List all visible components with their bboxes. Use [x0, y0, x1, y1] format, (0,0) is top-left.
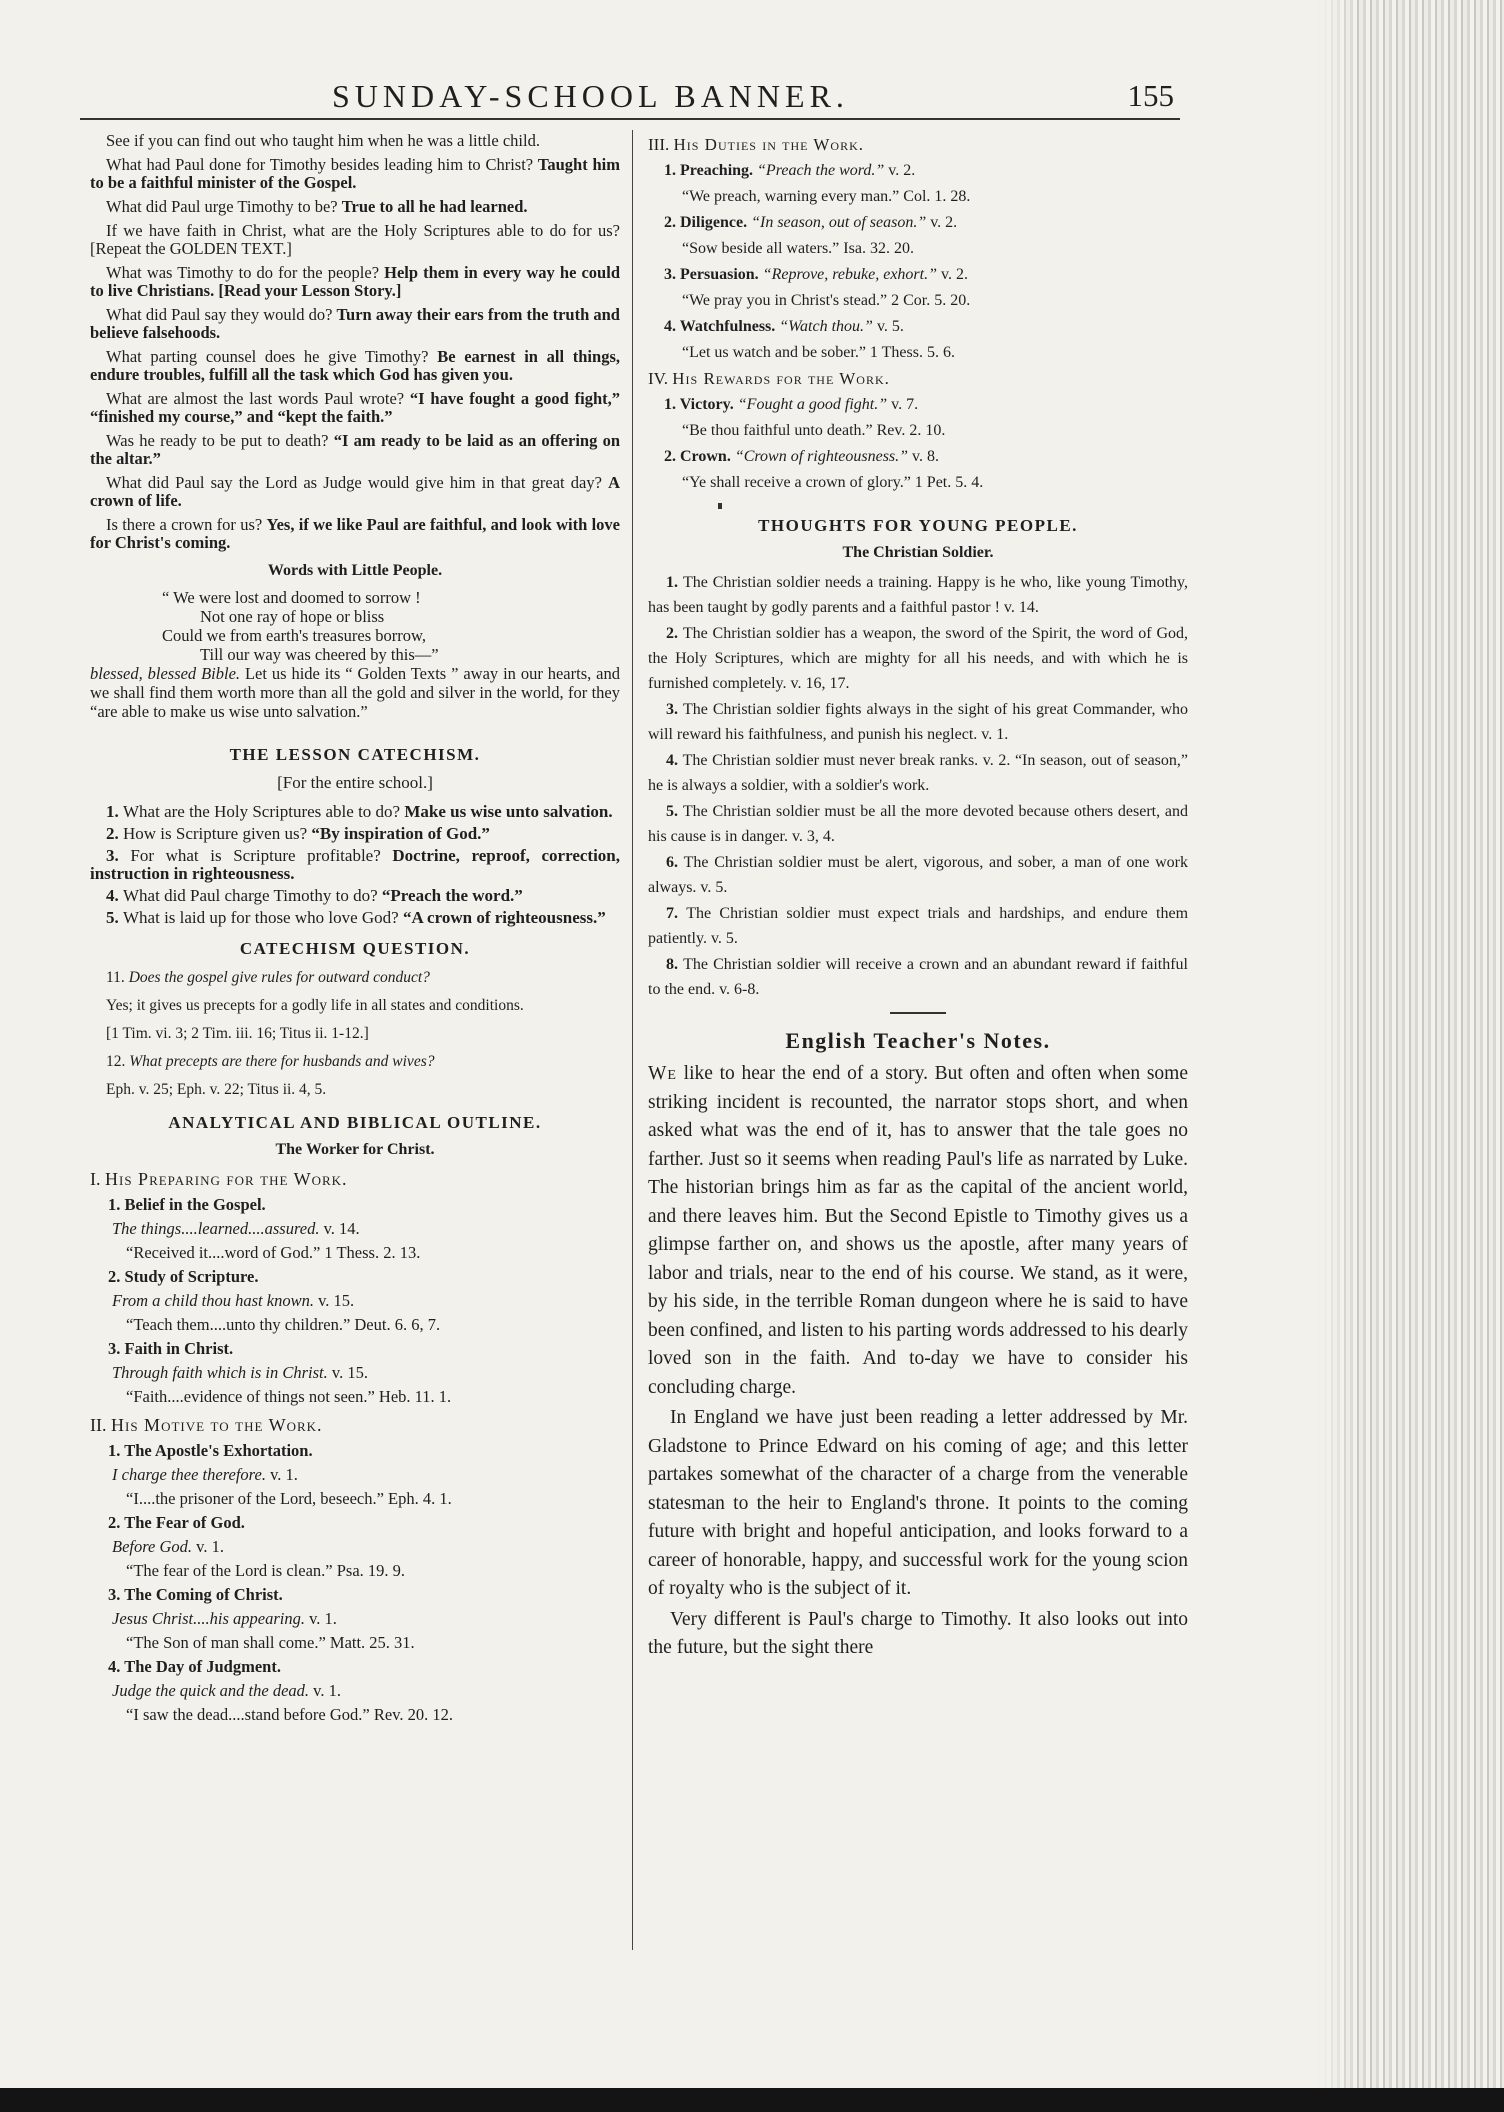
review-question [90, 390, 620, 426]
outline-right [648, 132, 1188, 496]
review-question [90, 198, 620, 216]
outline-item-quote: “Received it....word of God.” 1 Thess. 2. 13. [126, 1243, 421, 1262]
catechism-item [90, 825, 620, 843]
ink-mark [718, 503, 722, 509]
ref-phrase: Through faith which is in Christ. [112, 1363, 328, 1382]
question-text: Does the gospel give rules for outward conduct? [128, 969, 430, 986]
review-questions [90, 132, 620, 552]
section-rule [890, 1012, 946, 1014]
paragraph-text: In England we have just been reading a letter addressed by Mr. Gladstone to Prince Edward on his coming of age; and this letter partakes somewhat of the character of a charge from the venerable statesman to the heir to England's throne. It points to the coming future with bright and hopeful anticipation, and looks forward to a career of honorable, happy, and successful work for the young scion of royalty who is the subject of it. [648, 1407, 1188, 1599]
ref-phrase: “Crown of righteousness.” [734, 448, 909, 465]
poem-line-1: “ We were lost and doomed to sorrow ! [162, 588, 421, 607]
ref-verse: v. 1. [192, 1537, 224, 1556]
thought-text: The Christian soldier must never break ranks. v. 2. “In season, out of season,” he is always a soldier, with a soldier's work. [648, 752, 1189, 794]
ref-verse: v. 14. [319, 1219, 360, 1238]
review-question [90, 132, 620, 150]
section-number: IV. [648, 369, 673, 388]
ref-verse: v. 1. [309, 1681, 341, 1700]
answer-text: Be earnest in all things, endure troubles, fulfill all the task which God has given you. [90, 347, 620, 384]
ref-phrase: “Watch thou.” [779, 318, 873, 335]
answer-text: Turn away their ears from the truth and believe falsehoods. [90, 305, 620, 342]
thought-text: The Christian soldier needs a training. Happy is he who, like young Timothy, has been taught by godly parents and a faithful pastor ! v. 14. [648, 574, 1189, 616]
outline-item-quote: “We pray you in Christ's stead.” 2 Cor. 5. 20. [682, 292, 971, 309]
thought-item [648, 570, 1188, 620]
outline-item-label: 3. Faith in Christ. [108, 1339, 234, 1358]
ref-verse: v. 2. [926, 214, 958, 231]
outline-item-label: 1. Victory. [664, 396, 738, 413]
outline-item-label: 1. Preaching. [664, 162, 758, 179]
page-header [80, 74, 1180, 120]
outline-item [648, 210, 1188, 236]
item-number: 4. [106, 886, 123, 905]
outline-item-quote: “Let us watch and be sober.” 1 Thess. 5. 6. [682, 344, 955, 361]
column-divider [632, 130, 633, 1950]
outline-item-label: 3. The Coming of Christ. [108, 1585, 283, 1604]
poem-commentary: blessed, blessed Bible. Let us hide its “ Golden Texts ” away in our hearts, and we shall find them worth more than all the gold and silver in the world, for they “are able to make us wise unto salvation.” [90, 664, 620, 721]
section-title: His Preparing for the Work. [105, 1169, 348, 1189]
catechism-item [90, 803, 620, 821]
poem-line-4: Till our way was cheered by this—” [200, 645, 439, 664]
section-title: His Rewards for the Work. [672, 369, 890, 388]
catechism-question-heading: CATECHISM QUESTION. [239, 939, 471, 958]
question-text: What was Timothy to do for the people? [106, 263, 385, 282]
item-number: 5. [666, 803, 683, 820]
scripture-refs: Eph. v. 25; Eph. v. 22; Titus ii. 4, 5. [106, 1081, 327, 1098]
item-number: 8. [666, 956, 684, 973]
outline-item-ref [90, 1679, 620, 1703]
question-text: What did Paul say they would do? [106, 305, 337, 324]
paragraph-text: Very different is Paul's charge to Timothy. It also looks out into the future, but the sight there [648, 1608, 1188, 1658]
outline-item-label: 1. Belief in the Gospel. [108, 1195, 266, 1214]
review-question [90, 348, 620, 384]
outline-item-label: 1. The Apostle's Exhortation. [108, 1441, 313, 1460]
outline-item-quote: “The Son of man shall come.” Matt. 25. 31. [126, 1633, 415, 1652]
answer-text: “By inspiration of God.” [311, 824, 490, 843]
item-number: 6. [666, 854, 684, 871]
ref-phrase: I charge thee therefore. [112, 1465, 266, 1484]
running-title: SUNDAY-SCHOOL BANNER. [332, 78, 849, 114]
ref-phrase: Jesus Christ....his appearing. [112, 1609, 305, 1628]
thoughts-subheading: The Christian Soldier. [842, 544, 994, 561]
outline-item-label: 4. Watchfulness. [664, 318, 780, 335]
scripture-refs: [1 Tim. vi. 3; 2 Tim. iii. 16; Titus ii. 1-12.] [106, 1025, 369, 1042]
answer-text: Make us wise unto salvation. [404, 802, 613, 821]
question-text: What did Paul charge Timothy to do? [123, 886, 382, 905]
review-question [90, 474, 620, 510]
outline-section [90, 1413, 620, 1437]
catechism-heading: THE LESSON CATECHISM. [229, 745, 481, 764]
question-text: See if you can find out who taught him when he was a little child. [106, 131, 540, 150]
outline-item-label: 2. Crown. [664, 448, 735, 465]
item-number: 7. [666, 905, 687, 922]
section-title: His Duties in the Work. [673, 135, 865, 154]
ref-phrase: “Reprove, rebuke, exhort.” [762, 266, 937, 283]
answer-text: Yes, if we like Paul are faithful, and look with love for Christ's coming. [90, 515, 620, 552]
poem [90, 588, 620, 721]
thought-text: The Christian soldier must be alert, vigorous, and sober, a man of one work always. v. 5. [648, 854, 1188, 896]
question-text: What are almost the last words Paul wrote? [106, 389, 410, 408]
thoughts-heading: THOUGHTS FOR YOUNG PEOPLE. [758, 516, 1078, 535]
question-text: If we have faith in Christ, what are the Holy Scriptures able to do for us? [Repeat the GOLDEN TEXT.] [90, 221, 620, 258]
question-text: Is there a crown for us? [106, 515, 267, 534]
ref-phrase: The things....learned....assured. [112, 1219, 320, 1238]
poem-line-2: Not one ray of hope or bliss [200, 607, 385, 626]
notes-heading: English Teacher's Notes. [785, 1028, 1051, 1053]
catechism-item [90, 847, 620, 883]
question-text: What are the Holy Scriptures able to do? [123, 802, 405, 821]
page-number: 155 [1127, 78, 1174, 113]
outline-item [648, 392, 1188, 418]
question-text: What precepts are there for husbands and wives? [129, 1053, 435, 1070]
outline-item-ref [90, 1289, 620, 1313]
section-title: His Motive to the Work. [111, 1415, 323, 1435]
outline-item-quote: “Sow beside all waters.” Isa. 32. 20. [682, 240, 914, 257]
ref-verse: v. 5. [872, 318, 904, 335]
outline-item-ref [90, 1217, 620, 1241]
review-question [90, 432, 620, 468]
thought-item [648, 799, 1188, 849]
outline-item-label: 4. The Day of Judgment. [108, 1657, 281, 1676]
outline-item-quote: “Faith....evidence of things not seen.” Heb. 11. 1. [126, 1387, 452, 1406]
ref-verse: v. 15. [313, 1291, 355, 1310]
catechism-note: [For the entire school.] [277, 773, 433, 792]
outline-item-quote: “Be thou faithful unto death.” Rev. 2. 10. [682, 422, 946, 439]
item-number: 12. [106, 1053, 130, 1070]
item-number: 3. [666, 701, 683, 718]
item-number: 11. [106, 969, 129, 986]
notes-paragraph [648, 1060, 1188, 1402]
item-number: 5. [106, 908, 123, 927]
ref-phrase: “In season, out of season.” [751, 214, 927, 231]
outline-item-ref [90, 1463, 620, 1487]
question-text: What did Paul urge Timothy to be? [106, 197, 342, 216]
thought-item [648, 901, 1188, 951]
outline-item-label: 2. The Fear of God. [108, 1513, 245, 1532]
section-number: I. [90, 1169, 105, 1189]
answer-text: Taught him to be a faithful minister of the Gospel. [90, 155, 620, 192]
item-number: 4. [666, 752, 683, 769]
thought-item [648, 850, 1188, 900]
review-question [90, 264, 620, 300]
outline-item-quote: “Teach them....unto thy children.” Deut. 6. 6, 7. [126, 1315, 441, 1334]
notes-paragraph [648, 1606, 1188, 1663]
scan-bottom-shadow [0, 2088, 1504, 2112]
thought-text: The Christian soldier must be all the more devoted because others desert, and his cause is in danger. v. 3, 4. [648, 803, 1189, 845]
item-number: 1. [106, 802, 123, 821]
outline-item-quote: “The fear of the Lord is clean.” Psa. 19. 9. [126, 1561, 406, 1580]
ref-verse: v. 8. [908, 448, 940, 465]
ref-verse: v. 2. [937, 266, 968, 283]
thought-item [648, 621, 1188, 696]
outline-item-quote: “I....the prisoner of the Lord, beseech.” Eph. 4. 1. [126, 1489, 452, 1508]
item-number: 2. [666, 625, 683, 642]
left-column [90, 132, 620, 1727]
catechism-item [90, 887, 620, 905]
lesson-catechism [90, 803, 620, 927]
review-question [90, 156, 620, 192]
paragraph-text: like to hear the end of a story. But often and often when some striking incident is recounted, the narrator stops short, and when asked what was the end of it, has to answer that the tale goes no farther. Just so it seems when reading Paul's life as narrated by Luke. The historian brings him as far as the capital of the ancient world, and there leaves him. But the Second Epistle to Timothy gives us a glimpse farther on, and shows us the apostle, after many years of labor and trials, near to the end of his course. We stand, as it were, by his side, in the terrible Roman dungeon where he is said to have been confined, and listen to his parting words addressed to his dearly loved son in the faith. And to-day we have to consider his concluding charge. [648, 1063, 1188, 1398]
ref-phrase: Before God. [112, 1537, 193, 1556]
question-text: Was he ready to be put to death? [106, 431, 334, 450]
drop-word: We [648, 1063, 677, 1084]
outline-section [90, 1167, 620, 1191]
outline-heading: ANALYTICAL AND BIBLICAL OUTLINE. [168, 1113, 542, 1132]
answer-text: Help them in every way he could to live Christians. [Read your Lesson Story.] [90, 263, 620, 300]
ref-verse: v. 2. [884, 162, 916, 179]
outline-item [648, 158, 1188, 184]
outline-left [90, 1167, 620, 1727]
answer-text: “I am ready to be laid as an offering on the altar.” [90, 431, 621, 468]
question-text: What did Paul say the Lord as Judge would give him in that great day? [106, 473, 609, 492]
teacher-notes [648, 1060, 1188, 1663]
thought-text: The Christian soldier must expect trials and hardships, and endure them patiently. v. 5. [648, 905, 1189, 947]
catechism-item [90, 909, 620, 927]
thought-item [648, 748, 1188, 798]
outline-item-ref [90, 1607, 620, 1631]
ref-verse: v. 1. [265, 1465, 298, 1484]
outline-item-label: 2. Study of Scripture. [108, 1267, 259, 1286]
thought-text: The Christian soldier will receive a crown and an abundant reward if faithful to the end. v. 6-8. [648, 956, 1188, 998]
outline-item-quote: “We preach, warning every man.” Col. 1. 28. [682, 188, 971, 205]
outline-item [648, 262, 1188, 288]
outline-item-ref [90, 1535, 620, 1559]
thoughts-list [648, 570, 1188, 1002]
poem-line-3: Could we from earth's treasures borrow, [162, 626, 426, 645]
thought-item [648, 697, 1188, 747]
catechism-question [90, 967, 620, 989]
little-people-heading: Words with Little People. [267, 562, 443, 579]
ref-phrase: “Fought a good fight.” [737, 396, 888, 413]
answer-text: A crown of life. [90, 473, 620, 510]
question-text: How is Scripture given us? [123, 824, 312, 843]
section-number: II. [90, 1415, 111, 1435]
outline-section [648, 132, 1188, 158]
catechism-question [90, 1051, 620, 1073]
thought-text: The Christian soldier has a weapon, the sword of the Spirit, the word of God, the Holy Scriptures, which are mighty for all his needs, and with which he is furnished completely. v. 16, 17. [648, 625, 1188, 692]
outline-item [648, 444, 1188, 470]
outline-subheading: The Worker for Christ. [275, 1141, 435, 1158]
outline-item [648, 314, 1188, 340]
ref-phrase: “Preach the word.” [757, 162, 885, 179]
answer-text: Doctrine, reproof, correction, instruction in righteousness. [90, 846, 620, 883]
review-question [90, 306, 620, 342]
outline-item-label: 3. Persuasion. [664, 266, 763, 283]
answer-text: “I have fought a good fight,” “finished my course,” and “kept the faith.” [90, 389, 620, 426]
ref-phrase: Judge the quick and the dead. [112, 1681, 310, 1700]
section-number: III. [648, 135, 674, 154]
item-number: 2. [106, 824, 123, 843]
item-number: 3. [106, 846, 131, 865]
outline-item-quote: “I saw the dead....stand before God.” Rev. 20. 12. [126, 1705, 453, 1724]
item-number: 1. [666, 574, 683, 591]
question-text: For what is Scripture profitable? [130, 846, 393, 865]
ref-verse: v. 15. [327, 1363, 368, 1382]
question-text: What parting counsel does he give Timothy? [106, 347, 438, 366]
right-column [648, 132, 1188, 1665]
thought-text: The Christian soldier fights always in the sight of his great Commander, who will reward his faithfulness, and punish his neglect. v. 1. [648, 701, 1188, 743]
thought-item [648, 952, 1188, 1002]
catechism-questions [90, 967, 620, 1101]
question-text: What is laid up for those who love God? [123, 908, 403, 927]
review-question [90, 516, 620, 552]
outline-section [648, 366, 1188, 392]
ref-verse: v. 1. [304, 1609, 337, 1628]
question-text: What had Paul done for Timothy besides leading him to Christ? [106, 155, 538, 174]
ref-verse: v. 7. [887, 396, 919, 413]
ref-phrase: From a child thou hast known. [112, 1291, 314, 1310]
notes-paragraph [648, 1404, 1188, 1604]
outline-item-quote: “Ye shall receive a crown of glory.” 1 Pet. 5. 4. [682, 474, 984, 491]
answer-text: “A crown of righteousness.” [402, 908, 606, 927]
outline-item-label: 2. Diligence. [664, 214, 752, 231]
answer-text: True to all he had learned. [341, 197, 528, 216]
outline-item-ref [90, 1361, 620, 1385]
answer-text: “Preach the word.” [381, 886, 523, 905]
page-edge-fade [1318, 0, 1358, 2112]
review-question [90, 222, 620, 258]
answer-text: Yes; it gives us precepts for a godly life in all states and conditions. [106, 997, 524, 1014]
